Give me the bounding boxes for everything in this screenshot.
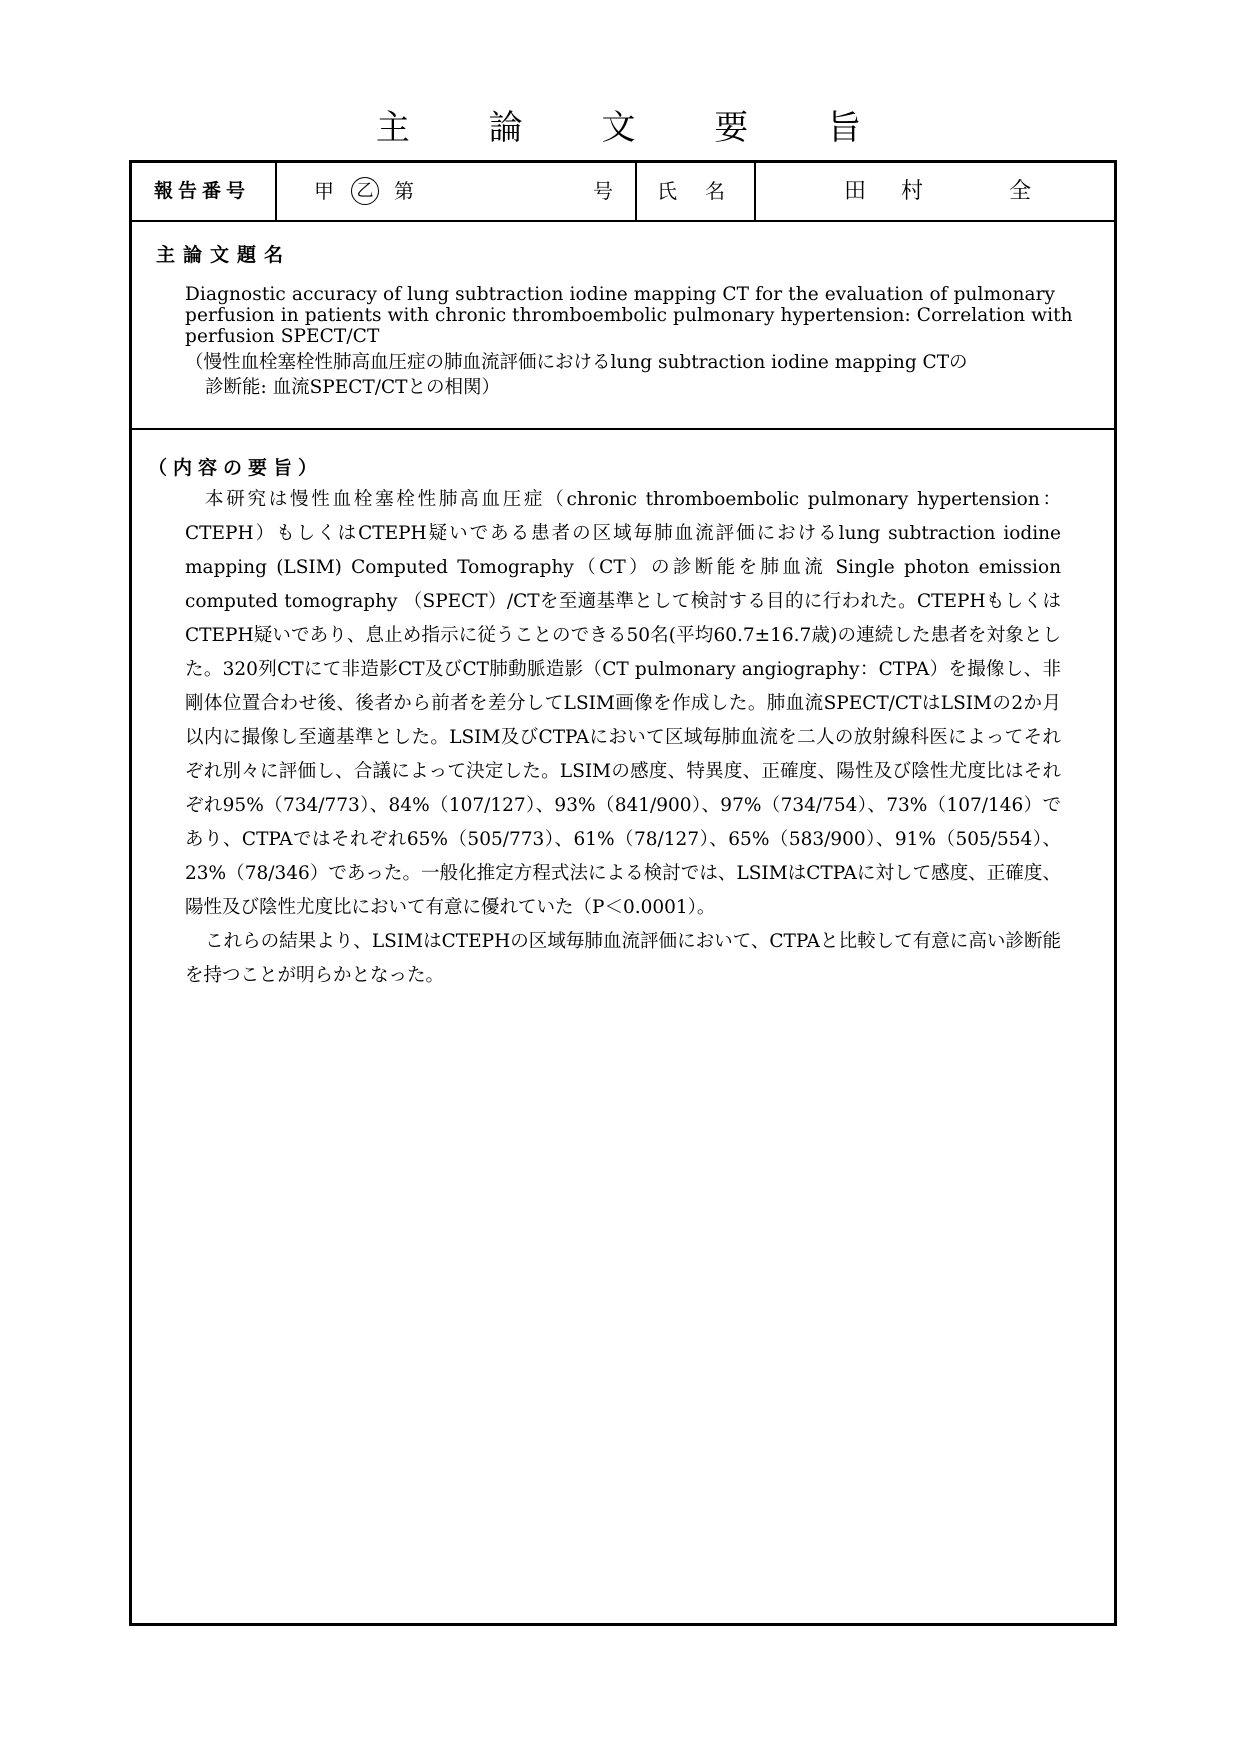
name-label: 氏 名 [657,179,729,203]
divider [275,163,277,220]
thesis-title-label: 主論文題名 [156,244,292,266]
report-number-label: 報告番号 [154,180,251,202]
summary-paragraph: 本研究は慢性血栓塞栓性肺高血圧症（chronic thromboembolic pulmonary hypertension：CTEPH）もしくはCTEPH疑いである患者の区域毎肺血流評価におけるlung subtraction iodine mapping (LSIM) Computed Tomography（CT）の診断能を肺血流 Single photon emission computed tomography （SPECT）/CTを至適基準として検討する目的に行われた。CTEPHもしくはCTEPH疑いであり、息止め指示に従うことのできる50名(平均60.7±16.7歳)の連続した患者を対象とした。320列CTにて非造影CT及びCT肺動脈造影（CT pulmonary angiography：CTPA）を撮像し、非剛体位置合わせ後、後者から前者を差分してLSIM画像を作成した。肺血流SPECT/CTはLSIMの2か月以内に撮像し至適基準とした。LSIM及びCTPAにおいて区域毎肺血流を二人の放射線科医によってそれぞれ別々に評価し、合議によって決定した。LSIMの感度、特異度、正確度、陽性及び陰性尤度比はそれぞれ95%（734/773）、84%（107/127）、93%（841/900）、97%（734/754）、73%（107/146）であり、CTPAではそれぞれ65%（505/773）、61%（78/127）、65%（583/900）、91%（505/554）、23%（78/346）であった。一般化推定方程式法による検討では、LSIMはCTPAに対して感度、正確度、陽性及び陰性尤度比において有意に優れていた（P＜0.0001）。 [185,489,1061,918]
summary-label: （内容の要旨） [148,457,324,479]
gou-label: 号 [593,179,613,203]
thesis-title-en: Diagnostic accuracy of lung subtraction iodine mapping CT for the evaluation of pulmonary perfusion in patients with chronic thromboembolic pulmonary hypertension: Correlation with perfusion SPECT/CT [185,284,1073,347]
thesis-title-ja-line2: 診断能: 血流SPECT/CTとの相関） [205,377,500,398]
otsu-circled: 乙 [351,177,379,205]
header-row [132,163,1114,222]
document-title: 主 論 文 要 旨 [375,108,896,148]
summary-paragraph: これらの結果より、LSIMはCTEPHの区域毎肺血流評価において、CTPAと比較して有意に高い診断能を持つことが明らかとなった。 [185,931,1061,986]
divider [635,163,637,220]
otsu-cell [351,163,385,220]
summary-body [185,483,1061,993]
author-name: 田 村 全 [844,179,1045,204]
dai-label: 第 [394,179,414,203]
thesis-title-section [132,222,1114,430]
thesis-title-ja [185,350,1105,400]
form-frame [129,160,1117,1626]
kou-label: 甲 [314,179,334,203]
divider [754,163,756,220]
thesis-title-ja-line1: （慢性血栓塞栓性肺高血圧症の肺血流評価におけるlung subtraction iodine mapping CTの [185,352,968,373]
